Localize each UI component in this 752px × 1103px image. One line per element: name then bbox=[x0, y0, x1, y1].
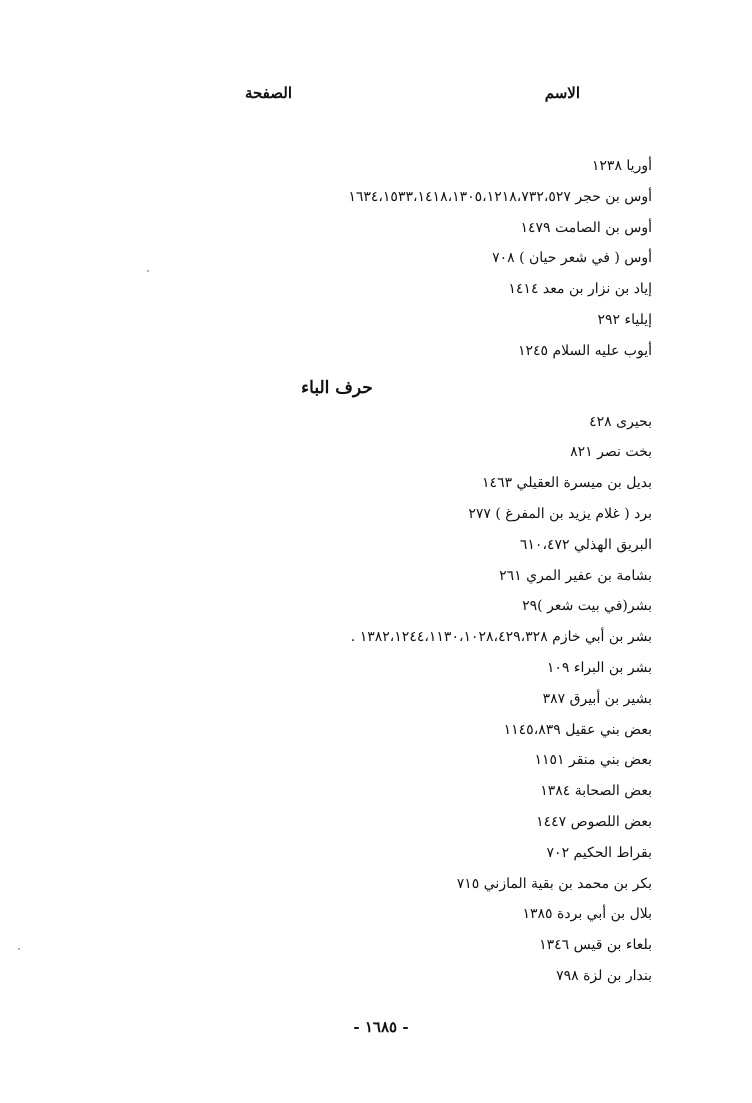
index-entry: بعض الصحابة ١٣٨٤ bbox=[540, 783, 652, 800]
index-entries-list bbox=[152, 152, 652, 993]
index-entry: أيوب عليه السلام ١٢٤٥ bbox=[517, 342, 652, 359]
index-entry: بلعاء بن قيس ١٣٤٦ bbox=[539, 937, 652, 954]
index-entry: بكر بن محمد بن بقية المازني ٧١٥ bbox=[456, 875, 652, 892]
index-entry: أوريا ١٢٣٨ bbox=[591, 158, 652, 174]
index-entry: أوس بن حجر ١٦٣٤،١٥٣٣،١٤١٨،١٣٠٥،١٢١٨،٧٣٢،٥٢٧ bbox=[348, 188, 652, 205]
index-entry: بشامة بن عفير المري ٢٦١ bbox=[499, 567, 652, 584]
index-entry: بديل بن ميسرة العقيلي ١٤٦٣ bbox=[482, 475, 652, 492]
column-header-page: الصفحة bbox=[244, 84, 292, 102]
index-entry: بندار بن لزة ٧٩٨ bbox=[556, 967, 652, 984]
column-header-name: الاسم bbox=[544, 84, 580, 102]
section-heading: حرف الباء bbox=[301, 377, 373, 398]
index-entry: بخت نصر ٨٢١ bbox=[570, 444, 652, 461]
index-entry: بعض بني عقيل ١١٤٥،٨٣٩ bbox=[503, 721, 652, 738]
index-entry: برد ( غلام يزيد بن المفرغ ) ٢٧٧ bbox=[468, 505, 652, 522]
index-entry: إيلياء ٢٩٢ bbox=[597, 311, 652, 328]
index-entry: بشر بن أبي خازم ١٣٨٢،١٢٤٤،١١٣٠،١٠٢٨،٤٢٩،٣٢٨ . bbox=[350, 629, 652, 646]
page-number: - ١٦٨٥ - bbox=[353, 1018, 409, 1036]
index-entry: البريق الهذلي ٦١٠،٤٧٢ bbox=[519, 536, 652, 553]
index-entry: بلال بن أبي بردة ١٣٨٥ bbox=[522, 906, 652, 923]
index-entry: بحيرى ٤٢٨ bbox=[589, 413, 652, 430]
index-entry: أوس بن الصامت ١٤٧٩ bbox=[520, 219, 652, 236]
index-entry: بعض بني منقر ١١٥١ bbox=[534, 752, 652, 769]
scan-speck bbox=[147, 270, 149, 272]
index-entry: بقراط الحكيم ٧٠٢ bbox=[546, 844, 652, 861]
index-entry: بشر بن البراء ١٠٩ bbox=[546, 659, 652, 676]
index-entry: بشر(في بيت شعر )٢٩ bbox=[522, 598, 652, 615]
index-entry: بعض اللصوص ١٤٤٧ bbox=[536, 813, 652, 830]
index-entry: أوس ( في شعر حيان ) ٧٠٨ bbox=[492, 250, 652, 267]
scan-speck bbox=[18, 948, 20, 950]
index-entry: إياد بن نزار بن معد ١٤١٤ bbox=[508, 281, 652, 298]
index-entry: بشير بن أبيرق ٣٨٧ bbox=[542, 690, 652, 707]
